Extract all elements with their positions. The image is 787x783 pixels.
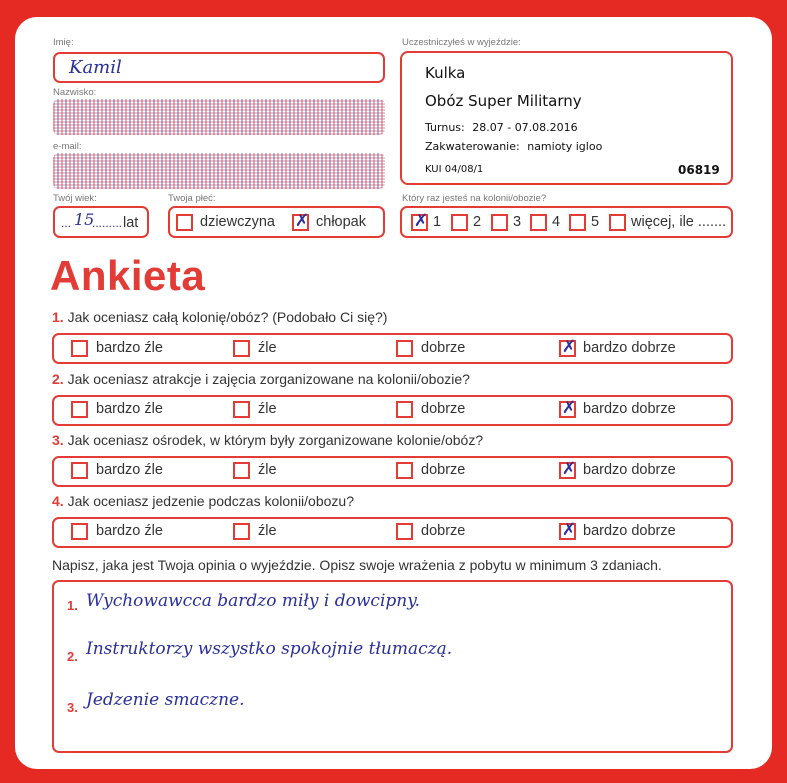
participant-number: 06819 [678, 163, 720, 177]
opinion-line-1: Wychowawcca bardzo miły i dowcipny. [86, 591, 420, 611]
q3-bardzo-zle-checkbox[interactable] [71, 462, 88, 479]
check-mark-icon: ✗ [561, 459, 577, 479]
opinion-line-1-number: 1. [67, 598, 78, 613]
opinion-prompt: Napisz, jaka jest Twoja opinia o wyjeździe. Opisz swoje wrażenia z pobytu w minimum 3 zdaniach. [52, 557, 662, 573]
q3-zle-label: źle [258, 462, 277, 478]
gender-dziewczyna-checkbox[interactable] [176, 214, 193, 231]
times-more-label: więcej, ile ....... [631, 214, 727, 230]
q3-bardzo-dobrze-checkbox[interactable] [559, 459, 577, 479]
q3-bardzo-zle-label: bardzo źle [96, 462, 163, 478]
question-text: Jak oceniasz całą kolonię/obóz? (Podobało Ci się?) [67, 309, 388, 325]
gender-chlopak-label: chłopak [316, 214, 366, 230]
question-text: Jak oceniasz atrakcje i zajęcia zorganizowane na kolonii/obozie? [67, 371, 470, 387]
age-unit: lat [123, 215, 139, 231]
times-4-label: 4 [552, 214, 561, 230]
opinion-line-3-number: 3. [67, 700, 78, 715]
question-number: 1. [52, 309, 64, 325]
q3-dobrze-checkbox[interactable] [396, 462, 413, 479]
age-label: Twój wiek: [53, 193, 97, 204]
surname-label: Nazwisko: [53, 87, 97, 98]
participant-label: Uczestniczyłeś w wyjeździe: [402, 37, 521, 48]
question-number: 3. [52, 432, 64, 448]
q1-zle-checkbox[interactable] [233, 340, 250, 357]
age-dots-before: ... [61, 216, 72, 230]
survey-title: Ankieta [50, 252, 206, 299]
times-1-label: 1 [433, 214, 442, 230]
q2-bardzo-zle-checkbox[interactable] [71, 401, 88, 418]
times-2-label: 2 [473, 214, 482, 230]
q4-zle-label: źle [258, 523, 277, 539]
first-name-label: Imię: [53, 37, 74, 48]
times-3-label: 3 [513, 214, 522, 230]
company-name: Kulka [425, 64, 466, 82]
times-more-checkbox[interactable] [609, 214, 626, 231]
times-4-checkbox[interactable] [530, 214, 547, 231]
age-value: 15 [74, 210, 95, 229]
q2-dobrze-checkbox[interactable] [396, 401, 413, 418]
q2-dobrze-label: dobrze [421, 401, 466, 417]
check-mark-icon: ✗ [561, 398, 577, 418]
times-5-label: 5 [591, 214, 600, 230]
times-2-checkbox[interactable] [451, 214, 468, 231]
q1-bardzo-dobrze-label: bardzo dobrze [583, 340, 676, 356]
age-field[interactable] [53, 206, 149, 238]
check-mark-icon: ✗ [561, 337, 577, 357]
q2-bardzo-zle-label: bardzo źle [96, 401, 163, 417]
times-3-checkbox[interactable] [491, 214, 508, 231]
q1-bardzo-dobrze-checkbox[interactable] [559, 337, 577, 357]
opinion-line-3: Jedzenie smaczne. [86, 690, 245, 710]
check-mark-icon: ✗ [413, 211, 429, 231]
accommodation-row [425, 140, 602, 153]
q3-bardzo-dobrze-label: bardzo dobrze [583, 462, 676, 478]
q1-zle-label: źle [258, 340, 277, 356]
gender-dziewczyna-label: dziewczyna [200, 214, 275, 230]
age-dots-after: ......... [92, 216, 123, 230]
q2-bardzo-dobrze-checkbox[interactable] [559, 398, 577, 418]
question-2 [52, 371, 470, 387]
question-text: Jak oceniasz jedzenie podczas kolonii/obozu? [67, 493, 354, 509]
q4-zle-checkbox[interactable] [233, 523, 250, 540]
times-5-checkbox[interactable] [569, 214, 586, 231]
times-1-checkbox[interactable] [411, 211, 429, 231]
q3-zle-checkbox[interactable] [233, 462, 250, 479]
opinion-line-2: Instruktorzy wszystko spokojnie tłumaczą. [86, 639, 453, 659]
question-4 [52, 493, 354, 509]
first-name-field[interactable] [53, 52, 385, 83]
question-number: 4. [52, 493, 64, 509]
question-1 [52, 309, 387, 325]
turnus-label: Turnus: [425, 121, 465, 134]
turnus-row [425, 121, 578, 134]
q4-bardzo-dobrze-checkbox[interactable] [559, 520, 577, 540]
opinion-line-2-number: 2. [67, 649, 78, 664]
q2-zle-checkbox[interactable] [233, 401, 250, 418]
q2-zle-label: źle [258, 401, 277, 417]
accommodation-label: Zakwaterowanie: [425, 140, 520, 153]
q1-bardzo-zle-checkbox[interactable] [71, 340, 88, 357]
check-mark-icon: ✗ [294, 211, 310, 231]
email-redacted-field [53, 153, 385, 189]
turnus-value: 28.07 - 07.08.2016 [472, 121, 578, 134]
check-mark-icon: ✗ [561, 520, 577, 540]
q2-bardzo-dobrze-label: bardzo dobrze [583, 401, 676, 417]
question-number: 2. [52, 371, 64, 387]
camp-name: Obóz Super Militarny [425, 92, 582, 110]
email-label: e-mail: [53, 141, 82, 152]
question-text: Jak oceniasz ośrodek, w którym były zorganizowane kolonie/obóz? [67, 432, 484, 448]
q3-dobrze-label: dobrze [421, 462, 466, 478]
question-3 [52, 432, 483, 448]
participant-code: KUI 04/08/1 [425, 164, 484, 175]
q4-bardzo-dobrze-label: bardzo dobrze [583, 523, 676, 539]
q4-bardzo-zle-label: bardzo źle [96, 523, 163, 539]
times-label: Który raz jesteś na kolonii/obozie? [402, 193, 547, 204]
q1-dobrze-label: dobrze [421, 340, 466, 356]
q4-dobrze-label: dobrze [421, 523, 466, 539]
gender-chlopak-checkbox[interactable] [292, 211, 310, 231]
q1-dobrze-checkbox[interactable] [396, 340, 413, 357]
first-name-value: Kamil [69, 57, 122, 78]
q4-bardzo-zle-checkbox[interactable] [71, 523, 88, 540]
q1-bardzo-zle-label: bardzo źle [96, 340, 163, 356]
gender-label: Twoja płeć: [168, 193, 216, 204]
q4-dobrze-checkbox[interactable] [396, 523, 413, 540]
accommodation-value: namioty igloo [527, 140, 603, 153]
surname-redacted-field [53, 99, 385, 135]
